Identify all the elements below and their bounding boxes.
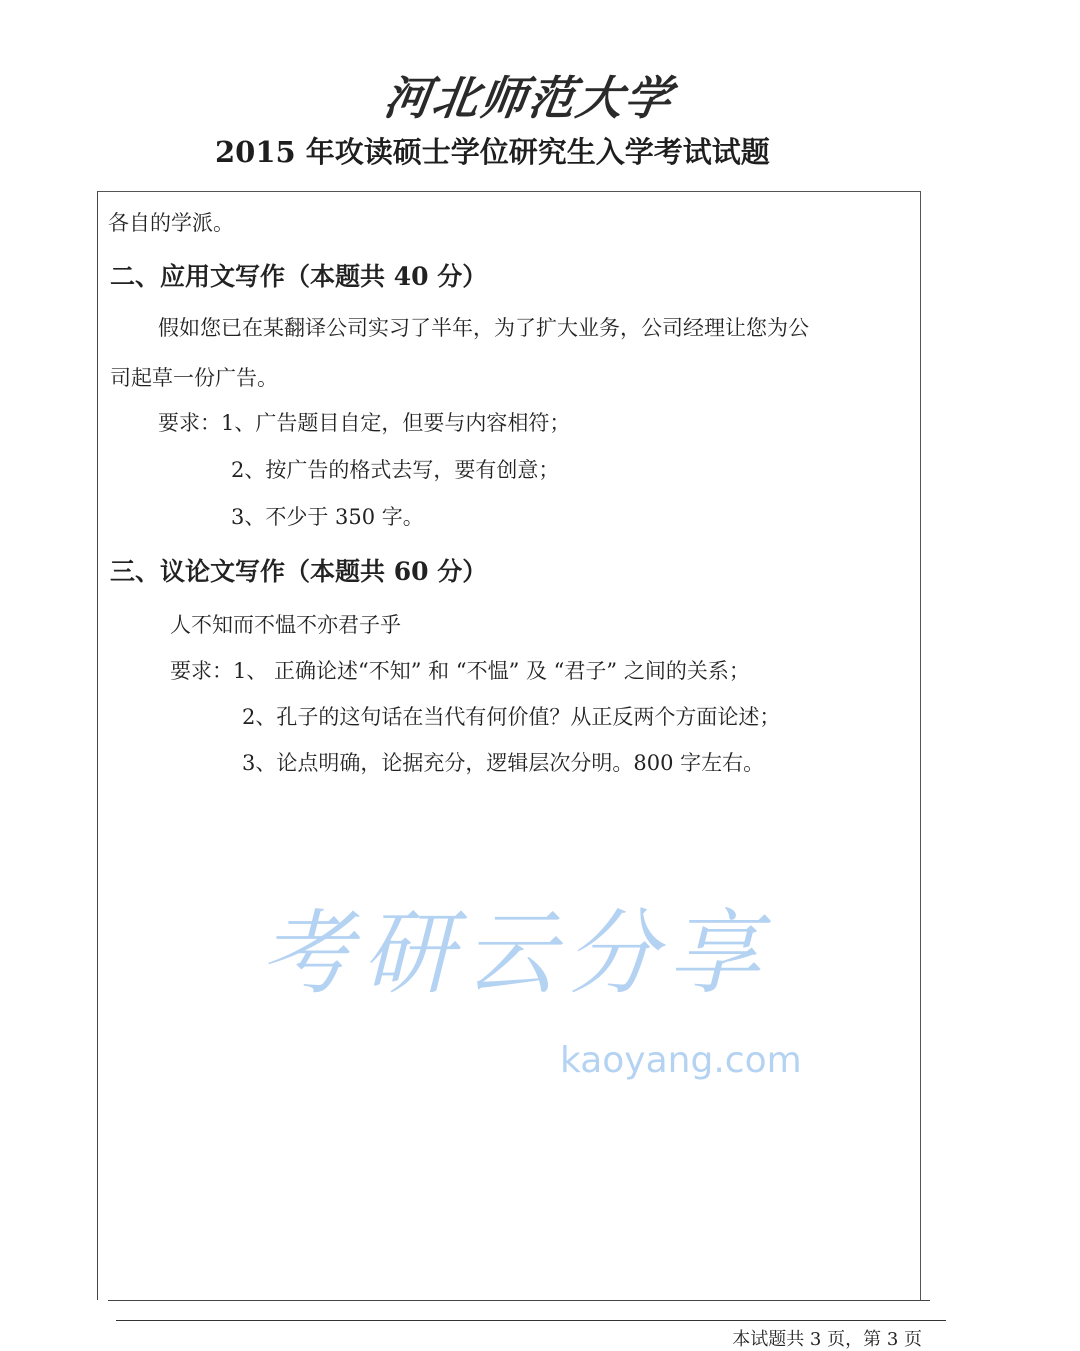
- page-info: 本试题共 3 页，第 3 页: [732, 1329, 922, 1350]
- section3-topic: 人不知而不愠不亦君子乎: [170, 613, 401, 637]
- section3-requirement-3: 3、论点明确，论据充分，逻辑层次分明。800 字左右。: [242, 751, 765, 775]
- section2-prompt-line1: 假如您已在某翻译公司实习了半年，为了扩大业务，公司经理让您为公: [158, 316, 809, 340]
- university-name-logo: 河北师范大学: [380, 71, 677, 125]
- continuation-text: 各自的学派。: [108, 211, 234, 235]
- answer-frame: [97, 191, 921, 1300]
- section3-heading: 三、议论文写作（本题共 60 分）: [110, 557, 488, 586]
- section3-requirement-2: 2、孔子的这句话在当代有何价值？从正反两个方面论述；: [242, 705, 781, 729]
- section3-requirement-1: 要求：1、 正确论述“不知” 和 “不愠” 及 “君子” 之间的关系；: [170, 659, 750, 683]
- watermark-url: kaoyang.com: [560, 1040, 802, 1081]
- section2-heading: 二、应用文写作（本题共 40 分）: [110, 262, 488, 291]
- frame-bottom-line: [108, 1300, 930, 1301]
- watermark-chinese: 考研云分享: [260, 900, 771, 1007]
- exam-title: 2015 年攻读硕士学位研究生入学考试试题: [215, 135, 770, 169]
- footer-divider: [116, 1320, 946, 1321]
- section2-prompt-line2: 司起草一份广告。: [110, 366, 278, 390]
- section2-requirement-2: 2、按广告的格式去写，要有创意；: [231, 458, 560, 482]
- section2-requirement-3: 3、不少于 350 字。: [231, 505, 424, 529]
- section2-requirement-1: 要求：1、广告题目自定，但要与内容相符；: [158, 411, 571, 435]
